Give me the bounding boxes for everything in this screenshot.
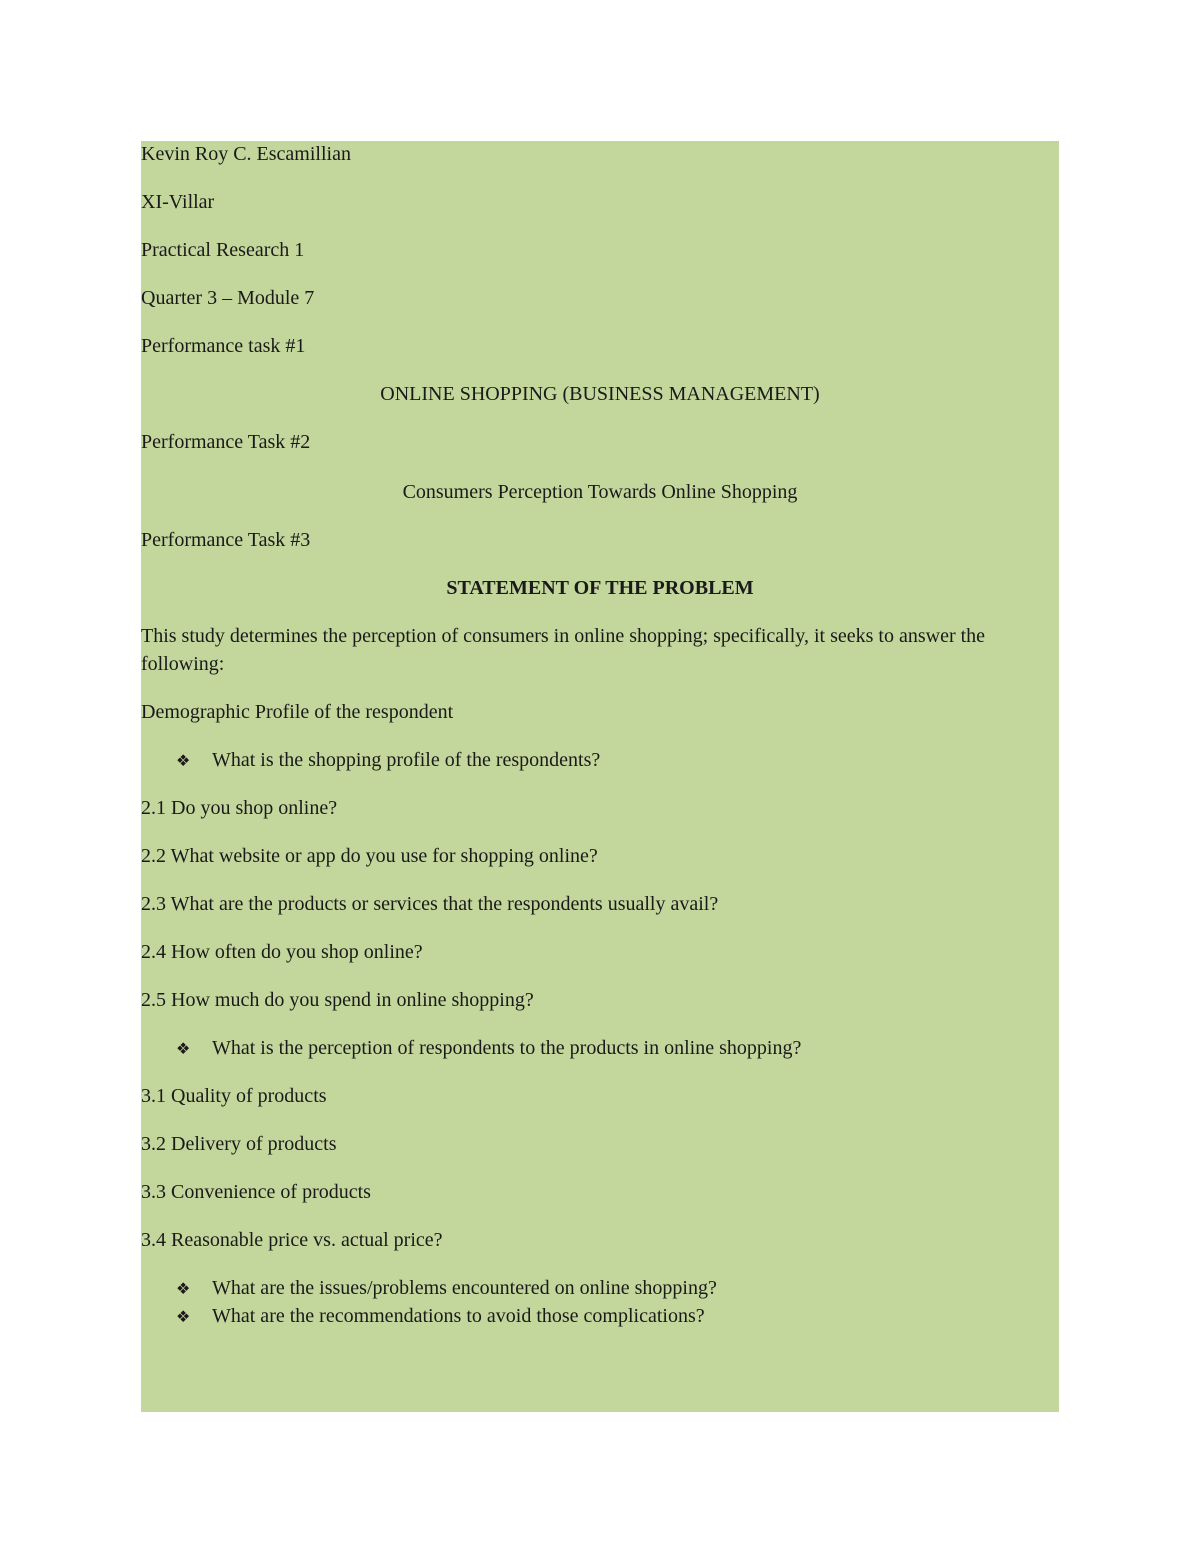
question-2-3: 2.3 What are the products or services that the respondents usually avail? [141, 893, 719, 915]
task2-title: Consumers Perception Towards Online Shopping [402, 481, 798, 503]
bullet-item-recommendations [176, 1302, 705, 1331]
diamond-bullet-icon: ❖ [176, 1279, 191, 1298]
bullet-text: What are the issues/problems encountered on online shopping? [212, 1277, 717, 1299]
question-2-5: 2.5 How much do you spend in online shopping? [141, 989, 534, 1011]
bullet-item-perception [176, 1034, 801, 1063]
task1-label: Performance task #1 [141, 335, 306, 357]
question-2-1: 2.1 Do you shop online? [141, 797, 338, 819]
quarter-module: Quarter 3 – Module 7 [141, 287, 315, 309]
task1-topic: ONLINE SHOPPING (BUSINESS MANAGEMENT) [380, 383, 820, 405]
subject-name: Practical Research 1 [141, 239, 305, 261]
task2-label: Performance Task #2 [141, 431, 311, 453]
bullet-text: What is the perception of respondents to the products in online shopping? [212, 1037, 802, 1059]
question-3-2: 3.2 Delivery of products [141, 1133, 337, 1155]
student-name: Kevin Roy C. Escamillian [141, 143, 351, 165]
bullet-item-shopping-profile [176, 746, 600, 775]
problem-statement-heading: STATEMENT OF THE PROBLEM [446, 577, 754, 599]
student-section: XI-Villar [141, 191, 215, 213]
bullet-text: What are the recommendations to avoid those complications? [212, 1305, 705, 1327]
bullet-text: What is the shopping profile of the respondents? [212, 749, 601, 771]
intro-paragraph: This study determines the perception of consumers in online shopping; specifically, it seeks to answer the following: [141, 625, 986, 675]
diamond-bullet-icon: ❖ [176, 751, 191, 770]
question-3-1: 3.1 Quality of products [141, 1085, 327, 1107]
bullet-item-issues [176, 1274, 717, 1303]
diamond-bullet-icon: ❖ [176, 1039, 191, 1058]
demographic-label: Demographic Profile of the respondent [141, 701, 454, 723]
task3-label: Performance Task #3 [141, 529, 311, 551]
diamond-bullet-icon: ❖ [176, 1307, 191, 1326]
question-3-4: 3.4 Reasonable price vs. actual price? [141, 1229, 443, 1251]
question-2-4: 2.4 How often do you shop online? [141, 941, 423, 963]
question-2-2: 2.2 What website or app do you use for shopping online? [141, 845, 598, 867]
question-3-3: 3.3 Convenience of products [141, 1181, 371, 1203]
